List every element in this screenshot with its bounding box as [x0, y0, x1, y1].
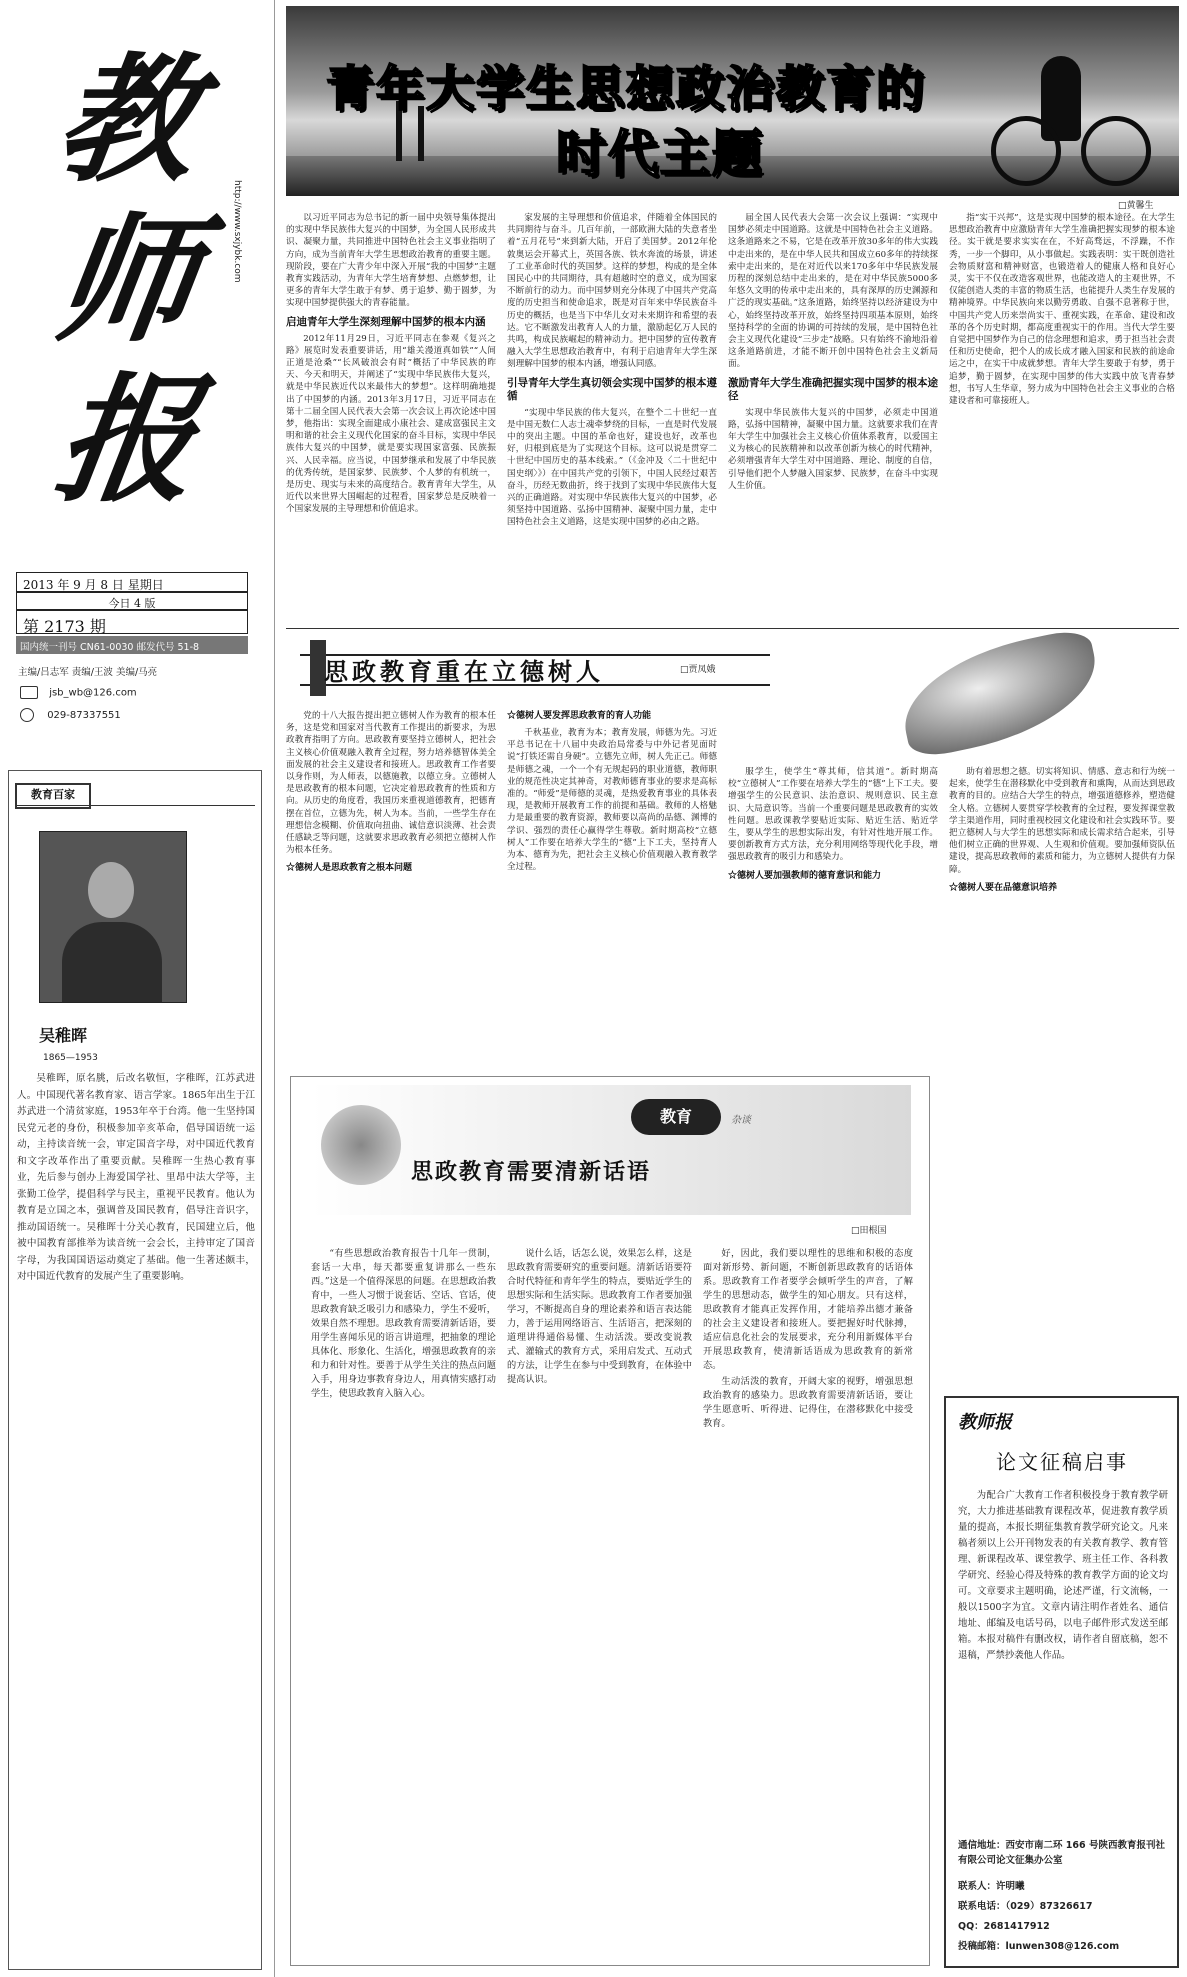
person-name — [39, 1023, 87, 1046]
page-count: 今日 4 版 — [16, 592, 248, 610]
lead-col-2 — [507, 212, 717, 622]
plant-image — [321, 1105, 401, 1185]
editorial-phone: 029-87337551 — [47, 710, 121, 721]
paragraph: 届全国人民代表大会第一次会议上强调：“实现中国梦必须走中国道路。这就是中国特色社会主义道路。这条道路来之不易，它是在改革开放30多年的伟大实践中走出来的，是在中华人民共和国成立60多年的持续探索中走出来的，是在对近代以来170多年中华民族发展历程的深刻总结中走出来的，是在对中华民族5000多年悠久文明的传承中走出来的，具有深厚的历史渊源和广泛的现实基础。”这条道路，始终坚持以经济建设为中心，始终坚持改革开放，始终坚持四项基本原则，始终坚持科学的全面的协调的可持续的发展，是中国特色社会主义现代化建设“三步走”战略。只有始终不渝地沿着这条道路前进，才能不断开创中国特色社会主义新局面。 — [728, 213, 938, 370]
second-col-2 — [507, 710, 717, 1070]
third-header — [311, 1085, 911, 1215]
column-rule — [274, 0, 275, 1977]
second-col-3 — [728, 766, 938, 1070]
paragraph: 千秋基业，教育为本；教育发展，师德为先。习近平总书记在十八届中央政治局常委与中外记者见面时说“打铁还需自身硬”。立德先立师，树人先正己。师德是师德之魂，一个一个有无规起码的职业道德，教师职业的规范性决定其神奇，对教师德育事业的要求是高标准的。“师爱”是师德的灵魂，是热爱教育事业的具体表现，是教师开展教育工作的前提和基础。教师的人格魅力是最重要的教育资源，教师要以高尚的品德、渊博的学识、强烈的责任心赢得学生尊敬。新时期高校“立德树人”工作要在培养大学生的“德”上下工夫，坚持育人为本、德育为先，把社会主义核心价值观融入教育教学全过程。 — [507, 728, 717, 873]
column-baijia — [8, 770, 262, 1970]
editors: 主编/吕志军 责编/王波 美编/马亮 — [18, 667, 158, 678]
notice-body — [958, 1488, 1168, 1828]
notice-box — [944, 1396, 1179, 1968]
paragraph: 党的十八大报告提出把立德树人作为教育的根本任务，这是党和国家对当代教育工作提出的新要求，为思政教育指明了方向。思政教育要坚持立德树人，把社会主义核心价值观融入教育全过程，努力培养德智体美全面发展的社会主义建设者和接班人。思政教育工作者要以身作则，为人师表，以德施教，以德立身。立德树人是思政教育的根本问题，它决定着思政教育的性质和方向。从历史的角度看，我国历来重视道德教育，把德育摆在首位，立德为先，树人为本。当前，一些学生存在理想信念模糊、价值取向扭曲、诚信意识淡薄、社会责任感缺乏等问题，这就要求思政教育必须把立德树人作为根本任务。 — [286, 711, 496, 856]
second-col-4 — [949, 766, 1175, 1070]
second-subhead-3: ☆德树人要加强教师的德育意识和能力 — [728, 870, 882, 881]
notice-title: 论文征稿启事 — [996, 1450, 1128, 1474]
paragraph: 家发展的主导理想和价值追求，伴随着全体国民的共同期待与奋斗。几百年前，一部欧洲大陆的失意者坐着“五月花号”来到新大陆，开启了美国梦。2012年伦敦奥运会开幕式上，英国各族、铁水奔流的场景，讲述了工业革命时代的英国梦。这样的梦想，构成的是全体国民心中的共同期待，具有超越时空的意义，成为国家不断前行的动力。而中国梦则充分体现了中国共产党高度的历史担当和使命追求，既是对百年来中华民族奋斗历史的概括，也是当下中华儿女对未来期许和希望的表达。它不断激发出教育人人的力量，激励起亿万人民的共鸣，构成民族崛起的精神动力。把中国梦的宣传教育融入大学生思想政治教育中，有利于启迪青年大学生深刻理解中国梦的根本内涵，增强认同感。 — [507, 213, 717, 370]
lead-col-1 — [286, 212, 496, 622]
paragraph: 好，因此，我们要以理性的思维和积极的态度面对新形势、新问题，不断创新思政教育的话语体系。思政教育工作者要学会倾听学生的声音，了解学生的思想动态，做学生的知心朋友。只有这样，思政教育才能真正发挥作用，才能培养出德才兼备的社会主义建设者和接班人。要把握好时代脉搏，适应信息化社会的发展要求，充分利用新媒体平台开展思政教育，使清新话语成为思政教育的新常态。 — [703, 1248, 913, 1371]
lead-subhead-3: 激励青年大学生准确把握实现中国梦的根本途径 — [728, 376, 938, 402]
second-header — [300, 640, 860, 696]
third-article — [290, 1076, 930, 1966]
paragraph: 服学生，使学生“尊其师，信其道”。新时期高校“立德树人”工作要在培养大学生的“德”上下工夫。要增强学生的公民意识、法治意识、规则意识、民主意识、大局意识等。当前一个重要问题是思政教育的实效性问题。思政课教学要贴近实际、贴近生活、贴近学生，要从学生的思想实际出发，有针对性地开展工作。要创新教育方式方法，充分利用网络等现代化手段，增强思政教育的吸引力和感染力。 — [728, 767, 938, 863]
leaf-image — [860, 636, 1160, 756]
paragraph: 实现中华民族伟大复兴的中国梦，必须走中国道路，弘扬中国精神，凝聚中国力量。这就要求我们在青年大学生中加强社会主义核心价值体系教育，以爱国主义为核心的民族精神和以改革创新为核心的时代精神，必须增强青年大学生对中国道路、理论、制度的自信，引导他们把个人梦融入国家梦、民族梦，在奋斗中实现人生价值。 — [728, 407, 938, 491]
email-icon — [20, 686, 38, 699]
third-col-2 — [507, 1247, 692, 1947]
notice-qq: QQ：2681417912 — [958, 1921, 1050, 1932]
second-subhead-1: ☆德树人是思政教育之根本问题 — [286, 863, 413, 874]
column-tag: 教育百家 — [15, 783, 91, 809]
paragraph: 助有着思想之德。切实将知识、情感、意志和行为统一起来，使学生在潜移默化中受到教育和熏陶，从而达到思政教育的目的。应结合大学生的特点，增强道德修养，塑造健全人格。立德树人要贯穿学校教育的全过程，要发挥课堂教学主渠道作用，同时重视校园文化建设和社会实践环节。要把立德树人与大学生的思想实际和成长需求结合起来，引导他们树立正确的世界观、人生观和价值观。要加强师资队伍建设，提高思政教师的素质和能力，为立德树人提供有力保障。 — [949, 767, 1175, 875]
second-col-4-cont — [949, 1076, 1175, 1386]
left-column — [0, 0, 268, 1977]
third-badge-sub: 杂谈 — [731, 1115, 751, 1126]
lead-subhead-2: 引导青年大学生真切领会实现中国梦的根本遵循 — [507, 376, 717, 402]
publication-code: 国内统一刊号 CN61-0030 邮发代号 51-8 — [16, 636, 248, 654]
lead-subhead-1: 启迪青年大学生深刻理解中国梦的根本内涵 — [286, 315, 486, 328]
portrait — [39, 831, 187, 1003]
second-col-1 — [286, 710, 496, 1070]
paragraph: “实现中华民族的伟大复兴，在整个二十世纪一直是中国无数仁人志士魂牵梦绕的目标，一直是时代发展中的突出主题。中国的革命也好，建设也好，改革也好，归根到底是为了实现这个目标。这可以说是贯穿二十世纪中国历史的基本线索。”（《金冲及〈二十世纪中国史纲〉》）在中国共产党的引领下，中国人民经过艰苦奋斗，历经无数曲折，终于找到了实现中华民族伟大复兴的正确道路。对实现中华民族伟大复兴的中国梦，必须坚持中国道路、弘扬中国精神、凝聚中国力量，走中国特色社会主义道路，这是实现中国梦的必由之路。 — [507, 407, 717, 528]
paragraph: 指“实干兴邦”，这是实现中国梦的根本途径。在大学生思想政治教育中应激励青年大学生准确把握实现梦的根本途径。实干就是要求实实在在，不好高骛远，不浮躁，不作秀，一步一个脚印，从小事做起。实践表明：实干既创造社会物质财富和精神财富，也锻造着人的健康人格和良好心灵，实干不仅在改造客观世界，也能改造人的主观世界，不仅能创造人类的丰富的物质生活，也能提升人类生存发展的精神境界。中华民族向来以勤劳勇敢、自强不息著称于世，中国共产党人历来崇尚实干、重视实践，在革命、建设和改革的各个历史时期，都高度重视实干的作用。当代大学生要自觉把中国梦作为自己的信念理想和追求，勇于担当社会责任和历史使命，把个人的成长成才融入国家和民族的前途命运之中，在实干中成就梦想。青年大学生要敢于有梦，勇于追梦，勤于圆梦，在实现中国梦的伟大实践中放飞青春梦想，书写人生华章，努力成为中国特色社会主义事业的合格建设者和可靠接班人。 — [949, 213, 1175, 407]
phone-row — [20, 708, 121, 722]
lead-byline: □黄馨生 — [1118, 201, 1154, 211]
lead-col-4 — [949, 212, 1175, 622]
issue-date: 2013 年 9 月 8 日 星期日 — [16, 572, 248, 592]
email-row — [20, 686, 137, 699]
lead-header-image — [286, 6, 1179, 196]
bio-paragraph: 吴稚晖，原名朓，后改名敬恒，字稚晖，江苏武进人。中国现代著名教育家、语言学家。1865年出生于江苏武进一个清贫家庭，1953年卒于台湾。他一生坚持国民党元老的身份，积极参加辛亥革命，倡导国语统一运动，主持读音统一会，审定国音字母，对中国近代教育和文字改革作出了重要贡献。吴稚晖一生热心教育事业，先后参与创办上海爱国学社、里昂中法大学等，主张勤工俭学，提倡科学与民主，重视平民教育。他认为教育是立国之本，强调普及国民教育，倡导注音识字，推动国语统一。吴稚晖十分关心教育，民国建立后，他被中国教育部推举为读音统一会会长，主持审定了国音字母，为我国国语运动奠定了基础。他一生著述颇丰，对中国近代教育的发展产生了重要影响。 — [17, 1073, 255, 1282]
paragraph: 说什么话，话怎么说，效果怎么样，这是思政教育需要研究的重要问题。清新话语要符合时代特征和青年学生的特点，要贴近学生的思想实际和生活实际。思政教育工作者要加强学习，不断提高自身的理论素养和语言表达能力，善于运用网络语言、生活语言，把深刻的道理讲得通俗易懂、生动活泼。要改变说教式、灌输式的教育方式，采用启发式、互动式的方法，让学生在参与中受到教育，在体验中提高认识。 — [507, 1248, 692, 1385]
paragraph: 生动活泼的教育，开阔大家的视野，增强思想政治教育的感染力。思政教育需要清新话语，要让学生愿意听、听得进、记得住，在潜移默化中接受教育。 — [703, 1376, 913, 1429]
notice-brand: 教师报 — [958, 1412, 1012, 1433]
lead-title-line2: 时代主题 — [556, 125, 764, 183]
masthead-char: 报 — [46, 358, 208, 521]
person-name-text: 吴稚晖 — [39, 1026, 88, 1045]
issue-number: 第 2173 期 — [16, 610, 248, 634]
notice-contact: 联系人：许明曦 — [958, 1881, 1025, 1892]
third-col-1 — [311, 1247, 496, 1947]
masthead-char: 师 — [46, 198, 208, 361]
third-col-3 — [703, 1247, 913, 1947]
third-byline: □田根国 — [851, 1226, 887, 1236]
second-subhead-4: ☆德树人要在品德意识培养 — [949, 882, 1058, 893]
paragraph: 以习近平同志为总书记的新一届中央领导集体提出的实现中华民族伟大复兴的中国梦，为全国人民形成共识、凝聚力量，共同推进中国特色社会主义事业指明了方向，成为当前青年大学生思想政治教育的重要主题。现阶段，要在广大青少年中深入开展“我的中国梦”主题教育实践活动，为青年大学生培育梦想、点燃梦想，让更多的青年大学生敢于有梦、勇于追梦、勤于圆梦，为实现中国梦提供强大的青春能量。 — [286, 213, 496, 309]
notice-tel: 联系电话：（029）87326617 — [958, 1901, 1093, 1912]
person-years: 1865—1953 — [43, 1053, 98, 1063]
masthead-logo — [46, 38, 218, 521]
editorial-email[interactable]: jsb_wb@126.com — [49, 687, 137, 699]
paragraph: 2012年11月29日，习近平同志在参观《复兴之路》展览时发表重要讲话，用“雄关漫道真如铁”“人间正道是沧桑”“长风破浪会有时”概括了中华民族的昨天、今天和明天，并阐述了“实现中华民族伟大复兴，就是中华民族近代以来最伟大的梦想”。这样明确地提出了中国梦的内涵。2013年3月17日，习近平同志在第十二届全国人民代表大会第一次会议上再次论述中国梦，他指出：实现全面建成小康社会、建成富强民主文明和谐的社会主义现代化国家的奋斗目标，实现中华民族伟大复兴的中国梦，就是要实现国家富强、民族振兴、人民幸福。应当说，中国梦继承和发展了中华民族的优秀传统，是国家梦、民族梦、个人梦的有机统一，是历史、现实与未来的高度结合。教育青年大学生，从近代以来世界大国崛起的过程看，国家梦总是反映着一个国家发展的主导理想和价值追求。 — [286, 333, 496, 515]
masthead-char: 教 — [46, 38, 208, 201]
notice-address: 通信地址：西安市南二环 166 号陕西教育报刊社有限公司论文征集办公室 — [958, 1840, 1165, 1866]
lead-title-line1: 青年大学生思想政治教育的 — [326, 61, 927, 117]
notice-email[interactable]: 投稿邮箱：lunwen308@126.com — [958, 1941, 1120, 1952]
paragraph: “有些思想政治教育报告十几年一贯制，套话一大串，每天都要重复讲那么一些东西。”这是一个值得深思的问题。在思想政治教育中，一些人习惯于说套话、空话、官话，使思政教育缺乏吸引力和感染力，学生不爱听，效果自然不理想。思政教育需要清新话语，要用学生喜闻乐见的语言讲道理，把抽象的理论具体化、形象化、生活化，增强思政教育的亲和力和针对性。要善于从学生关注的热点问题入手，用身边事教育身边人，用真情实感打动学生，使思政教育入脑入心。 — [311, 1248, 496, 1399]
section-divider — [286, 628, 1179, 629]
paragraph: 为配合广大教育工作者积极投身于教育教学研究，大力推进基础教育课程改革，促进教育教学质量的提高，本报长期征集教育教学研究论文。凡来稿者须以上公开刊物发表的有关教育教学、教育管理、新课程改革、课堂教学、班主任工作、各科教学研究、经验心得及特殊的教育教学方面的论文均可。文章要求主题明确，论述严谨，行文流畅，一般以1500字为宜。文章内请注明作者姓名、通信地址、邮编及电话号码，以电子邮件形式发送至邮箱。本报对稿件有删改权，请作者自留底稿，恕不退稿，严禁抄袭他人作品。 — [958, 1490, 1168, 1661]
second-subhead-2: ☆德树人要发挥思政教育的育人功能 — [507, 711, 652, 721]
second-byline: □贾凤娥 — [680, 665, 716, 675]
divider — [15, 805, 255, 806]
second-title: 思政教育重在立德树人 — [324, 658, 604, 686]
lead-col-3 — [728, 212, 938, 622]
phone-icon — [20, 708, 34, 722]
masthead-url[interactable]: http://www.sxjybk.com — [232, 180, 242, 283]
person-bio — [17, 1071, 255, 1951]
third-badge: 教育 — [631, 1099, 721, 1135]
third-title: 思政教育需要清新话语 — [411, 1159, 652, 1185]
